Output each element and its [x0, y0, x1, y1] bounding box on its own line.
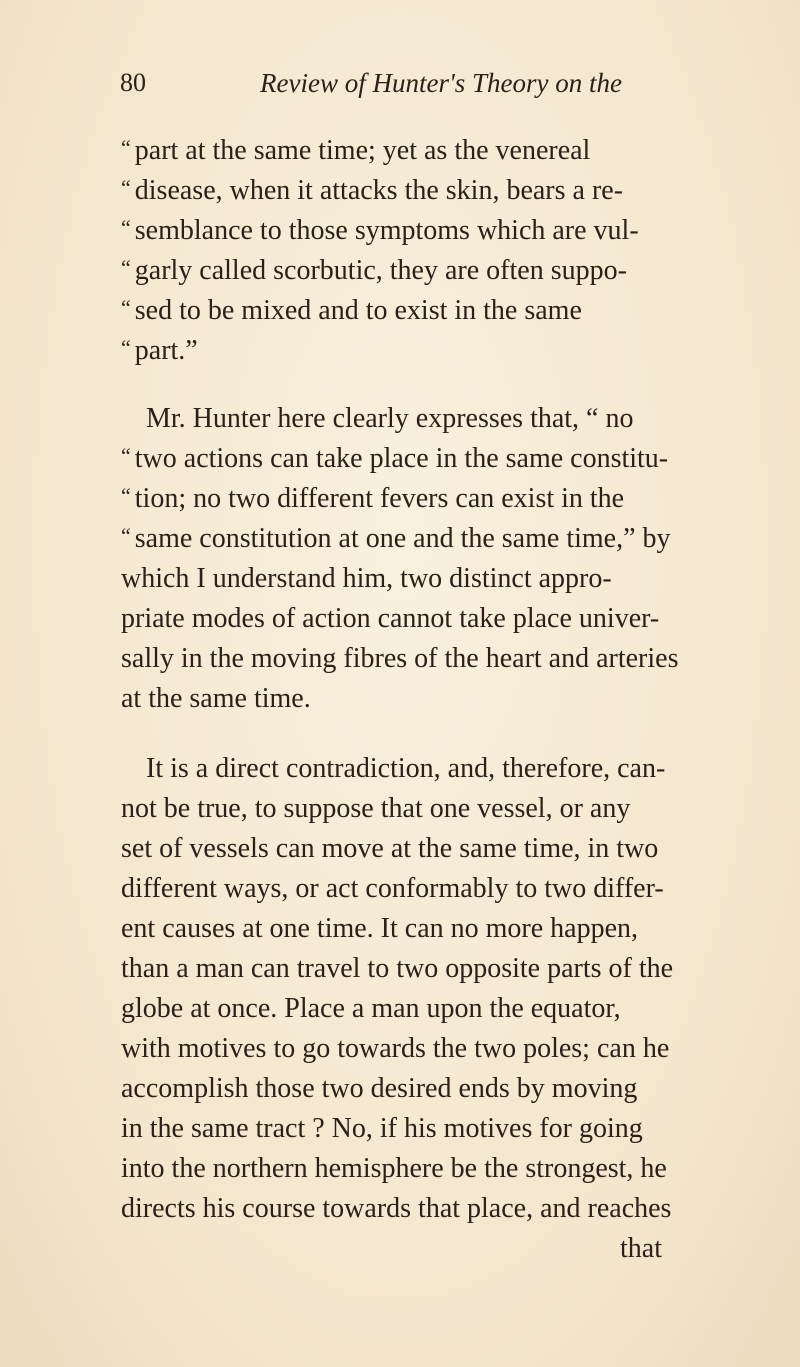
text-line: “ part at the same time; yet as the venereal	[121, 135, 591, 166]
text-line: priate modes of action cannot take place univer-	[121, 603, 660, 634]
quote-mark: “	[121, 335, 131, 360]
text-line: “ two actions can take place in the same constitu-	[121, 443, 669, 474]
quote-mark: “	[121, 215, 131, 240]
text-line: in the same tract ? No, if his motives for going	[121, 1113, 643, 1144]
page-header	[120, 68, 680, 108]
text-line: “ tion; no two different fevers can exist in the	[121, 483, 625, 514]
text-line: “ same constitution at one and the same time,” by	[121, 523, 671, 554]
paragraph-start: Mr. Hunter here clearly expresses that, “ no	[146, 403, 634, 434]
text-line: sally in the moving fibres of the heart and arteries	[121, 643, 679, 674]
quote-mark: “	[121, 255, 131, 280]
text-line: with motives to go towards the two poles; can he	[121, 1033, 670, 1064]
text-line: which I understand him, two distinct appro-	[121, 563, 612, 594]
running-head: Review of Hunter's Theory on the	[260, 68, 622, 98]
quote-mark: “	[121, 523, 131, 548]
text-line: “ semblance to those symptoms which are vul-	[121, 215, 639, 246]
text-line: accomplish those two desired ends by moving	[121, 1073, 638, 1104]
text-line: set of vessels can move at the same time, in two	[121, 833, 659, 864]
quote-mark: “	[121, 295, 131, 320]
text-line: ent causes at one time. It can no more happen,	[121, 913, 639, 944]
text-line: at the same time.	[121, 683, 311, 714]
quote-mark: “	[121, 483, 131, 508]
text-line: not be true, to suppose that one vessel, or any	[121, 793, 631, 824]
paragraph-start: It is a direct contradiction, and, therefore, can-	[146, 753, 666, 784]
quote-mark: “	[121, 135, 131, 160]
quote-mark: “	[121, 443, 131, 468]
text-line: different ways, or act conformably to two differ-	[121, 873, 664, 904]
text-line: “ garly called scorbutic, they are often suppo-	[121, 255, 627, 286]
page-number: 80	[120, 68, 146, 97]
text-line: globe at once. Place a man upon the equator,	[121, 993, 621, 1024]
text-line: “ sed to be mixed and to exist in the same	[121, 295, 582, 326]
text-line: into the northern hemisphere be the strongest, he	[121, 1153, 667, 1184]
quote-mark: “	[121, 175, 131, 200]
catchword: that	[620, 1233, 662, 1264]
text-line: “ part.”	[121, 335, 198, 366]
text-line: directs his course towards that place, and reaches	[121, 1193, 672, 1224]
text-line: “ disease, when it attacks the skin, bears a re-	[121, 175, 624, 206]
text-line: than a man can travel to two opposite parts of the	[121, 953, 674, 984]
